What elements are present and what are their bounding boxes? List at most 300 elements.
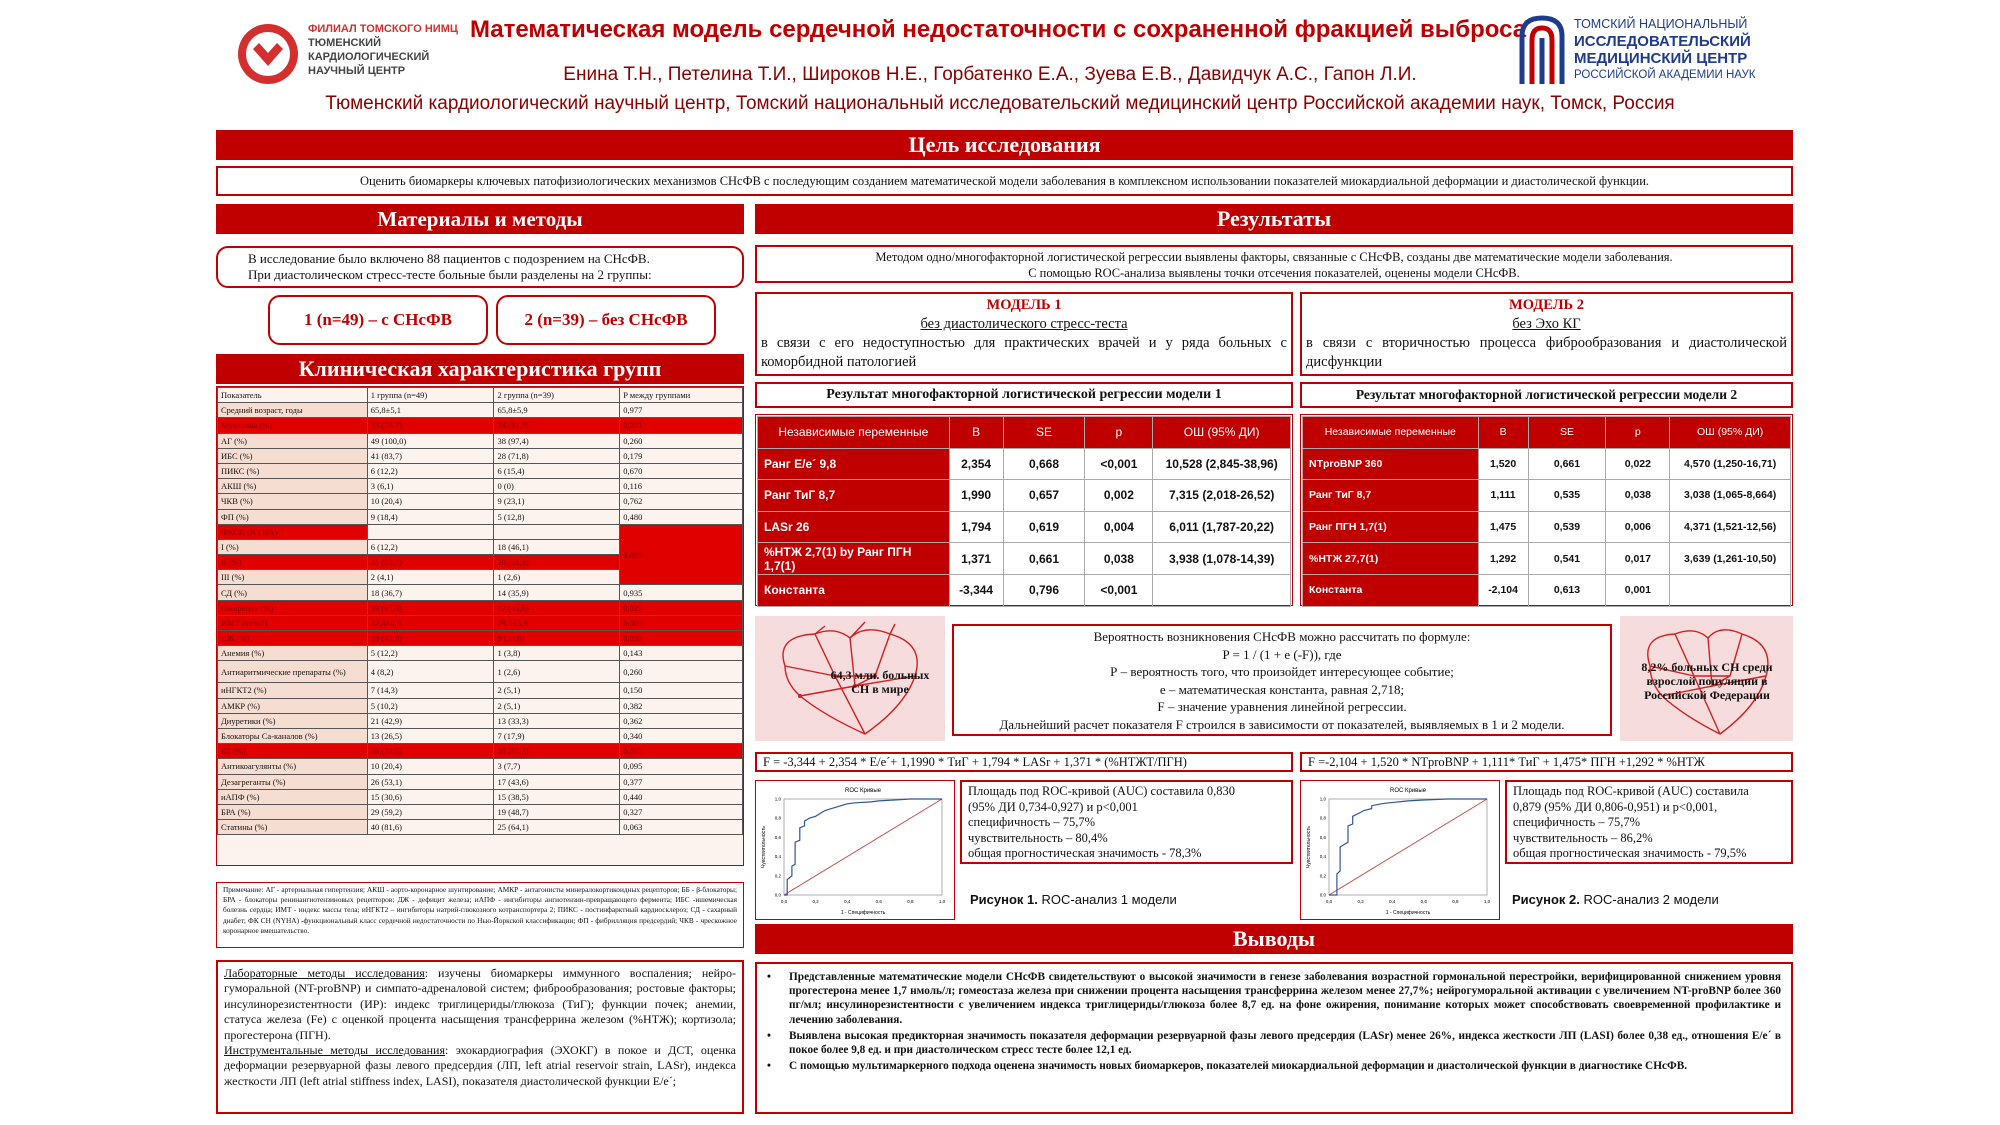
chart-title: ROC Кривые (844, 788, 882, 794)
table-cell: 0,002 (1085, 480, 1153, 512)
poster-title: Математическая модель сердечной недостаточности с сохраненной фракцией выброса (470, 16, 1527, 43)
roc1-auc-box (960, 780, 1293, 864)
results-heading: Результаты (755, 204, 1793, 234)
table-cell: ОШ (95% ДИ) (1670, 417, 1791, 449)
table-cell: <0,001 (1085, 574, 1153, 606)
results-intro-box (755, 245, 1793, 283)
logo-left-line: КАРДИОЛОГИЧЕСКИЙ (308, 51, 430, 63)
table-cell: 7,315 (2,018-26,52) (1153, 480, 1291, 512)
table-row (758, 543, 1291, 575)
model1-table-title-text: Результат многофакторной логистической регрессии модели 1 (826, 387, 1222, 402)
table-cell: 1,475 (1478, 511, 1528, 543)
roc1-auc-line: общая прогностическая значимость - 78,3% (968, 846, 1202, 861)
table-cell: 2 (5,1) (494, 698, 620, 713)
table-cell: Дезагреганты (%) (218, 774, 368, 789)
model2-formula: F =-2,104 + 1,520 * NTproBNP + 1,111* ТиГ + 1,475* ПГН +1,292 * %НТЖ (1308, 755, 1705, 769)
table-cell: 0,038 (1085, 543, 1153, 575)
probability-line: е – математическая константа, равная 2,718; (1159, 681, 1405, 697)
table-cell: 0,025 (620, 600, 743, 615)
table-cell: 0,004 (1085, 511, 1153, 543)
clinical-table (217, 387, 743, 835)
y-tick-label: 1,0 (774, 796, 781, 802)
roc1-svg (756, 781, 954, 919)
figure2-text: ROC-анализ 2 модели (1579, 892, 1719, 907)
y-axis-label: Чувствительность (1306, 826, 1312, 868)
table-cell: 0,032 (620, 744, 743, 759)
model1-title: МОДЕЛЬ 1 (986, 297, 1062, 313)
table-cell: 0,362 (620, 713, 743, 728)
heart-right-panel (1620, 616, 1793, 741)
model1-reg-wrap (755, 414, 1293, 606)
table-cell: 0,063 (620, 820, 743, 835)
model2-desc: в связи с вторичностью процесса фиброобразования и диастолической дисфункции (1306, 335, 1787, 370)
table-cell: 0,613 (1528, 574, 1606, 606)
heart-right-caption: 8,2% больных СН среди взрослой популяции в Российской Федерации (1641, 660, 1773, 702)
table-cell: 1 группа (n=49) (367, 388, 494, 403)
y-tick-label: 0,0 (774, 892, 781, 898)
table-cell: АГ (%) (218, 433, 368, 448)
table-cell: P между группами (620, 388, 743, 403)
table-cell: 1,292 (1478, 543, 1528, 575)
table-cell: Независимые переменные (1303, 417, 1479, 449)
table-cell: 32,4±4,9 (367, 615, 494, 630)
table-cell: ДЖ (%) (218, 631, 368, 646)
table-row (218, 820, 743, 835)
table-cell: Блокаторы Ca-каналов (%) (218, 728, 368, 743)
x-tick-label: 0,4 (844, 899, 851, 904)
table-row (218, 744, 743, 759)
figure1-number: Рисунок 1. (970, 892, 1038, 907)
x-tick-label: 0,6 (875, 899, 882, 904)
table-cell: 0,661 (1528, 448, 1606, 480)
table-cell: 0,143 (620, 646, 743, 661)
table-cell: 65,8±5,1 (367, 403, 494, 418)
clinical-heading: Клиническая характеристика групп (216, 354, 744, 384)
model2-box (1300, 292, 1793, 376)
methods-intro-line: В исследование было включено 88 пациентов с подозрением на СНсФВ. (248, 251, 650, 266)
table-cell: 15 (38,5) (494, 789, 620, 804)
table-cell: 20 (51,3) (494, 555, 620, 570)
table-cell: NTproBNP 360 (1303, 448, 1479, 480)
table-cell: 24 (61,5) (494, 418, 620, 433)
table-cell: 18 (36,7) (367, 418, 494, 433)
results-intro-line: Методом одно/многофакторной логистической регрессии выявлены факторы, связанные с СНсФВ, созданы две математические модели заболевания. (875, 250, 1673, 264)
authors: Енина Т.Н., Петелина Т.И., Широков Н.Е., Горбатенко Е.А., Зуева Е.В., Давидчук А.С., Гапон Л.И. (563, 64, 1417, 85)
table-cell: 0 (0) (494, 479, 620, 494)
table-cell: 10 (20,4) (367, 494, 494, 509)
logo-right-line: РОССИЙСКОЙ АКАДЕМИИ НАУК (1574, 69, 1756, 81)
table-cell: 17 (43,6) (494, 774, 620, 789)
table-row (218, 713, 743, 728)
probability-box (952, 624, 1612, 736)
table-cell: 0,480 (620, 509, 743, 524)
x-tick-label: 0,0 (780, 899, 788, 904)
table-cell: 3,038 (1,065-8,664) (1670, 480, 1791, 512)
instr-label: Инструментальные методы исследования (224, 1043, 445, 1058)
table-cell: 0,006 (1606, 511, 1670, 543)
heart-left-caption: 64,3 млн. больных СН в мире (830, 668, 930, 696)
table-cell: 0,116 (620, 479, 743, 494)
model1-box (755, 292, 1293, 376)
table-cell: АКШ (%) (218, 479, 368, 494)
table-row (218, 600, 743, 615)
table-row (218, 418, 743, 433)
table-cell: Диуретики (%) (218, 713, 368, 728)
logo-right-line: МЕДИЦИНСКИЙ ЦЕНТР (1574, 50, 1748, 67)
model2-reg-wrap (1300, 414, 1793, 606)
lab-methods-box (216, 960, 744, 1114)
table-cell: ИБС (%) (218, 448, 368, 463)
model2-reg-table (1302, 416, 1791, 607)
table-cell: p (1085, 417, 1153, 449)
aim-heading: Цель исследования (216, 130, 1793, 160)
roc1-chart (755, 780, 955, 920)
x-axis-label: 1 - Специфичность (1385, 910, 1431, 916)
group2-box (496, 295, 716, 345)
table-cell: иНГКТ2 (%) (218, 683, 368, 698)
table-cell: SE (1528, 417, 1606, 449)
clinical-table-wrap (216, 386, 744, 866)
table-cell: Ожирение (%) (218, 600, 368, 615)
table-cell: 1,371 (949, 543, 1003, 575)
roc2-auc-box (1505, 780, 1793, 864)
figure1-caption (970, 892, 1177, 907)
table-cell: 1 (2,6) (494, 570, 620, 585)
table-cell: 0,762 (620, 494, 743, 509)
table-cell: 6 (12,2) (367, 463, 494, 478)
conclusion-text: Представленные математические модели СНсФВ свидетельствуют о высокой значимости в генезе заболевания возрастной гормональной перестройки, верифицированной снижением уровня прогестерона менее 1,7 нмоль/л; гомеостаза железа при снижении процента насыщения трансферрина железом менее 27,7%; нейрогуморальной активации с увеличением NT-proBNP более 360 пг/мл; инсулинорезистентности с увеличением индекса триглицериды/глюкоза более 8,7 ед. на фоне ожирения, понимание которых может способствовать своевременной профилактике и лечению заболевания. (789, 971, 1781, 1026)
table-cell: ББ (%) (218, 744, 368, 759)
heart-logo-icon (236, 22, 300, 86)
table-cell: 2,354 (949, 448, 1003, 480)
table-row (1303, 574, 1791, 606)
table-row (218, 388, 743, 403)
table-cell: 2 (4,1) (367, 570, 494, 585)
table-cell: 10 (20,4) (367, 759, 494, 774)
x-tick-label: 0,0 (1325, 899, 1333, 904)
table-row (218, 759, 743, 774)
group1-label: 1 (n=49) – с СНсФВ (304, 310, 452, 329)
table-cell: 6 (12,2) (367, 539, 494, 554)
table-cell: 0,022 (1606, 448, 1670, 480)
table-row (1303, 543, 1791, 575)
table-cell: Ранг ПГН 1,7(1) (1303, 511, 1479, 543)
table-cell: 0,382 (620, 698, 743, 713)
table-cell: 3 (6,1) (367, 479, 494, 494)
table-cell: Мужчины (%) (218, 418, 368, 433)
table-row (218, 509, 743, 524)
table-cell: 9 (18,4) (367, 509, 494, 524)
table-cell: 0,539 (1528, 511, 1606, 543)
table-cell: Статины (%) (218, 820, 368, 835)
roc1-auc-line: специфичность – 75,7% (968, 815, 1095, 830)
table-cell: Анемия (%) (218, 646, 368, 661)
bullet-icon: • (767, 971, 771, 983)
table-cell: B (1478, 417, 1528, 449)
results-intro-line: С помощью ROC-анализа выявлены точки отсечения показателей, оценены модели СНсФВ. (1028, 266, 1520, 280)
left-logo (236, 18, 486, 90)
table-cell: 1,794 (949, 511, 1003, 543)
affiliation: Тюменский кардиологический научный центр, Томский национальный исследовательский медицинский центр Российской академии наук, Томск, Россия (325, 93, 1675, 114)
table-cell: 5 (10,2) (367, 698, 494, 713)
table-cell (494, 524, 620, 539)
table-cell: 2 группа (n=39) (494, 388, 620, 403)
table-cell: 25 (64,1) (494, 820, 620, 835)
y-tick-label: 0,8 (1319, 815, 1326, 821)
tnimc-logo-icon (1518, 14, 1566, 86)
table-row (1303, 511, 1791, 543)
table-row (1303, 448, 1791, 480)
x-tick-label: 1,0 (1483, 899, 1491, 904)
table-row (1303, 417, 1791, 449)
table-cell: иАПФ (%) (218, 789, 368, 804)
table-row (218, 448, 743, 463)
table-cell: 13 (26,5) (367, 728, 494, 743)
conclusion-text: С помощью мультимаркерного подхода оценена значимость новых биомаркеров, показателей миокардиальной деформации и диастолической функции в диагностике СНсФВ. (789, 1060, 1688, 1073)
table-cell: АМКР (%) (218, 698, 368, 713)
table-cell: 0,657 (1003, 480, 1085, 512)
table-cell: 36 (73,5) (367, 744, 494, 759)
model2-table-title-text: Результат многофакторной логистической регрессии модели 2 (1355, 387, 1738, 402)
table-cell: 0,661 (1003, 543, 1085, 575)
table-cell: 0,179 (620, 448, 743, 463)
roc1-auc-line: Площадь под ROC-кривой (AUC) составила 0,830 (968, 784, 1235, 798)
table-row (218, 494, 743, 509)
table-cell: 0,377 (620, 774, 743, 789)
table-cell: 0,619 (1003, 511, 1085, 543)
y-tick-label: 0,6 (774, 834, 781, 840)
model1-desc: в связи с его недоступностью для практических врачей и у ряда больных с коморбидной патологией (761, 335, 1287, 370)
model2-formula-box (1300, 752, 1793, 772)
table-cell (1153, 574, 1291, 606)
table-cell: 1 (3,8) (494, 646, 620, 661)
table-cell: БРА (%) (218, 804, 368, 819)
table-cell: 0,796 (1003, 574, 1085, 606)
table-row (218, 433, 743, 448)
figure1-text: ROC-анализ 1 модели (1037, 892, 1177, 907)
table-cell: 41 (83,7) (367, 555, 494, 570)
table-cell: ЧКВ (%) (218, 494, 368, 509)
table-row (218, 698, 743, 713)
table-cell: 0,001 (1606, 574, 1670, 606)
table-cell: 0,541 (1528, 543, 1606, 575)
y-tick-label: 0,2 (1319, 873, 1326, 879)
table-cell: 18 (43,9) (367, 631, 494, 646)
logo-left-line: ФИЛИАЛ ТОМСКОГО НИМЦ (308, 23, 458, 35)
methods-intro-box (216, 246, 744, 288)
x-tick-label: 0,4 (1389, 899, 1396, 904)
table-cell: 7 (14,3) (367, 683, 494, 698)
logo-left-line: НАУЧНЫЙ ЦЕНТР (308, 65, 406, 77)
model2-title: МОДЕЛЬ 2 (1509, 297, 1584, 313)
table-row (758, 417, 1291, 449)
model1-table-title (755, 382, 1293, 408)
table-cell: ПИКС (%) (218, 463, 368, 478)
methods-intro-line: При диастолическом стресс-тесте больные были разделены на 2 группы: (248, 267, 652, 282)
table-cell: LASr 26 (758, 511, 950, 543)
table-cell: -3,344 (949, 574, 1003, 606)
table-cell: 0,003 (620, 615, 743, 630)
x-axis-label: 1 - Специфичность (840, 910, 886, 916)
table-cell: Антиаритмические препараты (%) (218, 661, 368, 683)
table-cell: 0,017 (1606, 543, 1670, 575)
table-cell: 19 (48,7) (494, 804, 620, 819)
group1-box (268, 295, 488, 345)
table-cell: 5 (12,8) (494, 509, 620, 524)
conclusions-box (755, 962, 1793, 1114)
logo-left-line: ТЮМЕНСКИЙ (308, 37, 381, 49)
table-cell: 0,440 (620, 789, 743, 804)
table-cell: 3 (7,7) (494, 759, 620, 774)
table-cell: 3,639 (1,261-10,50) (1670, 543, 1791, 575)
table-cell: ИМТ (кг/м2) (218, 615, 368, 630)
table-cell: Независимые переменные (758, 417, 950, 449)
table-cell: 0,021 (620, 418, 743, 433)
table-cell: <0,001 (1085, 448, 1153, 480)
table-cell: 13 (33,3) (494, 713, 620, 728)
table-row (758, 480, 1291, 512)
conclusion-item (767, 1029, 1781, 1057)
table-cell: 0,260 (620, 661, 743, 683)
table-cell: 21 (42,9) (367, 713, 494, 728)
table-row (218, 463, 743, 478)
table-cell: Показатель (218, 388, 368, 403)
table-cell: 0,935 (620, 585, 743, 600)
table-cell: СД (%) (218, 585, 368, 600)
figure2-number: Рисунок 2. (1512, 892, 1580, 907)
table-cell: 0,535 (1528, 480, 1606, 512)
conclusion-item (767, 970, 1781, 1027)
table-row (218, 479, 743, 494)
table-cell: -2,104 (1478, 574, 1528, 606)
table-cell: 5 (12,2) (367, 646, 494, 661)
table-cell: 0,260 (620, 433, 743, 448)
table-row (218, 661, 743, 683)
roc1-auc-line: (95% ДИ 0,734-0,927) и p<0,001 (968, 799, 1138, 814)
table-cell: %НТЖ 27,7(1) (1303, 543, 1479, 575)
instr-text: : эхокардиография (ЭХОКГ) в покое и ДСТ, оценка деформации резервуарной фазы левого предсердия (ЛП, left atrial reservoir strain, LASr), индекса жесткости ЛП (left atrial stiffness index, LASI), показателя диастолической функции E/e´; (224, 1043, 736, 1088)
table-cell: 9 (23,1) (494, 494, 620, 509)
table-cell: B (949, 417, 1003, 449)
table-cell: 0,033 (620, 631, 743, 646)
roc1-auc-line: чувствительность – 80,4% (968, 830, 1108, 845)
table-row (218, 585, 743, 600)
conclusion-text: Выявлена высокая предикторная значимость показателя деформации резервуарной фазы левого предсердия (LASr) менее 26%, индекса жесткости ЛП (LASI) более 0,38 ед., отношения E/e´ в покое более 9,8 ед. и при диастолическом стресс тесте более 12,1 ед. (789, 1029, 1781, 1057)
y-tick-label: 0,2 (774, 873, 781, 879)
table-cell: III (%) (218, 570, 368, 585)
table-cell: 40 (81,6) (367, 820, 494, 835)
table-cell: 28 (71,8) (494, 448, 620, 463)
abbreviations: Примечание: АГ - артериальная гипертензия; АКШ - аорто-коронарное шунтирование; АМКР - антагонисты минералокортикоидных рецепторов; ББ - β-блокаторы; БРА - блокаторы ренинангиотензиновых рецепторов; ДЖ - дефицит железа; иАПФ - ингибиторы ангиотензин-превращающего фермента; ИБС -ишемическая болезнь сердца; ИМТ - индекс массы тела; иНГКТ2 – ингибиторы натрий-глюкозного котранспортера 2; ПИКС - постинфарктный кардиосклероз; СД - сахарный диабет; ФК СН (NYHA) -функциональный класс сердечной недостаточности по Нью-Йоркской классификации; ФП - фибрилляция предсердий; ЧКВ - чрескожное коронарное вмешательство. (216, 882, 744, 948)
model2-subtitle: без Эхо КГ (1512, 316, 1581, 332)
table-cell: Средний возраст, годы (218, 403, 368, 418)
table-cell: 4,371 (1,521-12,56) (1670, 511, 1791, 543)
probability-line: F – значение уравнения линейной регрессии. (1157, 699, 1407, 715)
table-cell: Ранг ТиГ 8,7 (758, 480, 950, 512)
table-cell: 18 (46,1) (494, 539, 620, 554)
y-tick-label: 0,4 (1319, 854, 1326, 860)
table-cell: 0,150 (620, 683, 743, 698)
roc2-auc-line: Площадь под ROC-кривой (AUC) составила (1513, 784, 1749, 798)
y-tick-label: 0,8 (774, 815, 781, 821)
conclusions-list (767, 970, 1781, 1073)
table-cell: 1 (2,6) (494, 661, 620, 683)
probability-line: P = 1 / (1 + e (-F)), где (1222, 646, 1342, 662)
table-cell: 2 (5,1) (494, 683, 620, 698)
logo-right-line: ТОМСКИЙ НАЦИОНАЛЬНЫЙ (1574, 17, 1748, 31)
table-row (1303, 480, 1791, 512)
aim-box (216, 166, 1793, 196)
table-row (218, 789, 743, 804)
table-cell: ФП (%) (218, 509, 368, 524)
table-cell: Константа (1303, 574, 1479, 606)
table-cell: 7 (17,9) (494, 728, 620, 743)
probability-line: Р – вероятность того, что произойдет интересующее событие; (1110, 664, 1454, 680)
table-cell: ОШ (95% ДИ) (1153, 417, 1291, 449)
table-cell: SE (1003, 417, 1085, 449)
table-row (218, 631, 743, 646)
y-tick-label: 1,0 (1319, 796, 1326, 802)
table-cell (1670, 574, 1791, 606)
y-tick-label: 0,0 (1319, 892, 1326, 898)
roc2-svg (1301, 781, 1499, 919)
table-cell: 4,570 (1,250-16,71) (1670, 448, 1791, 480)
table-row (218, 804, 743, 819)
table-cell: Ранг ТиГ 8,7 (1303, 480, 1479, 512)
model1-formula: F = -3,344 + 2,354 * E/e´+ 1,1990 * ТиГ + 1,794 * LASr + 1,371 * (%НТЖТ/ПГН) (763, 755, 1187, 769)
y-tick-label: 0,4 (774, 854, 781, 860)
table-cell: 20 (51,3) (494, 744, 620, 759)
chart-title: ROC Кривые (1389, 788, 1427, 794)
x-tick-label: 0,8 (907, 899, 914, 904)
table-cell: Ранг E/e´ 9,8 (758, 448, 950, 480)
model1-subtitle: без диастолического стресс-теста (920, 316, 1128, 332)
conclusion-item (767, 1059, 1781, 1073)
table-row (758, 511, 1291, 543)
table-cell: Антикоагулянты (%) (218, 759, 368, 774)
x-tick-label: 0,2 (812, 899, 819, 904)
table-cell: 6,011 (1,787-20,22) (1153, 511, 1291, 543)
table-cell: 14 (35,9) (494, 585, 620, 600)
bullet-icon: • (767, 1060, 771, 1073)
table-row (218, 683, 743, 698)
model2-table-title (1300, 382, 1793, 408)
table-cell: %НТЖ 2,7(1) by Ранг ПГН 1,7(1) (758, 543, 950, 575)
table-cell: ФКСН (NYHA) (218, 524, 368, 539)
table-row (218, 774, 743, 789)
table-cell: p (1606, 417, 1670, 449)
table-cell: 6 (15,4) (494, 463, 620, 478)
roc2-auc-line: 0,879 (95% ДИ 0,806-0,951) и p<0,001, (1513, 799, 1718, 814)
table-cell: 41 (83,7) (367, 448, 494, 463)
y-axis-label: Чувствительность (761, 826, 767, 868)
roc2-chart (1300, 780, 1500, 920)
table-row (218, 646, 743, 661)
table-cell: 0,327 (620, 804, 743, 819)
table-cell: 0,977 (620, 403, 743, 418)
table-cell: 65,8±5,9 (494, 403, 620, 418)
logo-right-line: ИССЛЕДОВАТЕЛЬСКИЙ (1574, 33, 1751, 50)
table-row (218, 728, 743, 743)
lab-label: Лабораторные методы исследования (224, 966, 425, 980)
table-cell: I (%) (218, 539, 368, 554)
model1-formula-box (755, 752, 1293, 772)
table-row (758, 574, 1291, 606)
table-cell: 0,003 (620, 524, 743, 585)
table-cell: 1,520 (1478, 448, 1528, 480)
x-tick-label: 0,2 (1357, 899, 1364, 904)
table-cell: 0,038 (1606, 480, 1670, 512)
